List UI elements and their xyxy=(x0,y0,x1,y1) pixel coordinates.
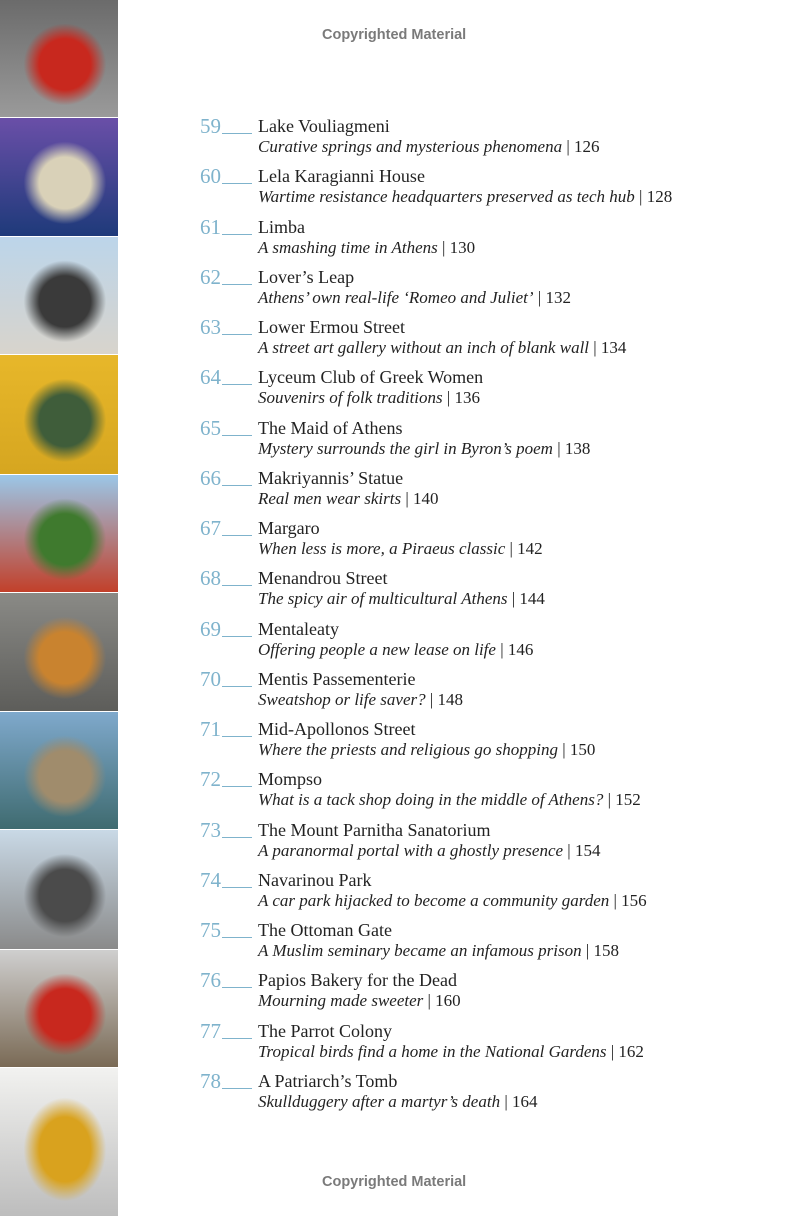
entry-number: 60 xyxy=(200,164,221,189)
entry-title: Menandrou Street xyxy=(258,568,388,589)
entry-number: 72 xyxy=(200,767,221,792)
yellow-shopfront-photo xyxy=(0,355,118,475)
toc-entry xyxy=(200,466,780,516)
entry-page: 158 xyxy=(593,941,620,961)
entry-title: Mentaleaty xyxy=(258,618,339,639)
toc-entry xyxy=(200,617,780,667)
entry-subtitle-line: Where the priests and religious go shopping | 150 xyxy=(258,740,596,760)
watermark-text: Copyrighted Material xyxy=(322,27,467,43)
entry-page: 132 xyxy=(545,287,571,307)
entry-title: A Patriarch’s Tomb xyxy=(258,1070,398,1091)
entry-rule xyxy=(222,686,252,687)
entry-rule xyxy=(222,736,252,737)
entry-title: The Ottoman Gate xyxy=(258,920,392,941)
entry-page: 152 xyxy=(615,790,641,810)
entry-page: 140 xyxy=(412,488,439,508)
entry-page: 136 xyxy=(454,388,481,408)
entry-rule xyxy=(222,887,252,888)
entry-rule xyxy=(222,183,252,184)
entry-rule xyxy=(222,234,252,235)
entry-title: Lela Karagianni House xyxy=(258,166,425,187)
entry-number: 70 xyxy=(200,666,221,691)
toc-entry xyxy=(200,516,780,566)
toc-entry xyxy=(200,818,780,868)
entry-subtitle-line: Tropical birds find a home in the National Gardens | 162 xyxy=(258,1041,644,1061)
entry-title: Lake Vouliagmeni xyxy=(258,116,390,136)
entry-subtitle-line: Real men wear skirts | 140 xyxy=(258,488,439,508)
entry-title: Lover’s Leap xyxy=(258,266,355,287)
entry-title: Lower Ermou Street xyxy=(258,317,405,338)
entry-subtitle-line: Curative springs and mysterious phenomena | 126 xyxy=(258,137,600,156)
entry-subtitle-line: A street art gallery without an inch of blank wall | 134 xyxy=(258,338,627,358)
entry-number: 75 xyxy=(200,918,221,943)
entry-number: 71 xyxy=(200,717,221,742)
entry-number: 73 xyxy=(200,817,221,842)
entry-rule xyxy=(222,1038,252,1039)
entry-title: Papios Bakery for the Dead xyxy=(258,970,457,991)
entry-number: 64 xyxy=(200,365,221,390)
entry-rule xyxy=(222,585,252,586)
entry-subtitle: Wartime resistance headquarters preserved as tech hub xyxy=(258,187,635,207)
entry-title: Navarinou Park xyxy=(258,869,372,890)
entry-title: The Maid of Athens xyxy=(258,417,403,438)
entry-subtitle: When less is more, a Piraeus classic xyxy=(258,539,506,559)
photo-strip xyxy=(0,0,118,1217)
entry-subtitle-line: When less is more, a Piraeus classic | 142 xyxy=(258,539,543,559)
entry-rule xyxy=(222,636,252,637)
entry-subtitle: A car park hijacked to become a community garden xyxy=(258,890,610,910)
garden-photo xyxy=(0,475,118,593)
entry-number: 59 xyxy=(200,114,221,138)
toc-entry xyxy=(200,1069,780,1119)
toc-entry xyxy=(200,968,780,1018)
entry-number: 68 xyxy=(200,566,221,591)
entry-subtitle-line: What is a tack shop doing in the middle of Athens? | 152 xyxy=(258,790,641,810)
entry-rule xyxy=(222,435,252,436)
entry-rule xyxy=(222,987,252,988)
vr-room-photo xyxy=(0,118,118,237)
entry-number: 63 xyxy=(200,315,221,340)
entry-number: 66 xyxy=(200,465,221,490)
red-cars-museum-photo xyxy=(0,0,118,118)
entry-subtitle-line: Athens’ own real-life ‘Romeo and Juliet’ | 132 xyxy=(258,287,571,307)
entry-page: 162 xyxy=(618,1041,644,1061)
entry-subtitle: What is a tack shop doing in the middle of Athens? xyxy=(258,790,604,810)
entry-number: 62 xyxy=(200,264,221,289)
entry-subtitle-line: Mourning made sweeter | 160 xyxy=(258,991,461,1011)
toc-entry xyxy=(200,566,780,616)
entry-subtitle-line: A Muslim seminary became an infamous prison | 158 xyxy=(258,941,620,961)
entry-subtitle: Tropical birds find a home in the National Gardens xyxy=(258,1041,607,1061)
equestrian-statue-photo xyxy=(0,237,118,355)
watermark-text: Copyrighted Material xyxy=(322,1174,467,1190)
entry-rule xyxy=(222,384,252,385)
entry-subtitle: Sweatshop or life saver? xyxy=(258,689,426,709)
statue-bust-photo xyxy=(0,830,118,950)
entry-subtitle-line: Offering people a new lease on life | 146 xyxy=(258,639,534,659)
entry-rule xyxy=(222,786,252,787)
entry-rule xyxy=(222,937,252,938)
entry-title: Limba xyxy=(258,216,305,237)
toc-entry xyxy=(200,215,780,265)
entry-page: 138 xyxy=(564,438,591,458)
entry-page: 154 xyxy=(574,840,601,860)
fryer-photo xyxy=(0,593,118,712)
entry-subtitle: The spicy air of multicultural Athens xyxy=(258,589,508,609)
entry-rule xyxy=(222,535,252,536)
entry-subtitle: Mourning made sweeter xyxy=(258,991,424,1011)
toc-entry xyxy=(200,365,780,415)
entry-rule xyxy=(222,334,252,335)
entry-subtitle-line: A paranormal portal with a ghostly presence | 154 xyxy=(258,840,601,860)
entry-subtitle: A street art gallery without an inch of blank wall xyxy=(258,338,590,358)
toc-entry xyxy=(200,416,780,466)
entry-page: 146 xyxy=(507,639,534,659)
entry-page: 130 xyxy=(449,237,476,257)
entry-title: The Mount Parnitha Sanatorium xyxy=(258,819,491,840)
entry-subtitle: A Muslim seminary became an infamous prison xyxy=(258,941,582,961)
entry-subtitle-line: Skullduggery after a martyr’s death | 164 xyxy=(258,1091,538,1111)
entry-subtitle: Real men wear skirts xyxy=(258,488,402,508)
toc-entry xyxy=(200,918,780,968)
entry-title: Lyceum Club of Greek Women xyxy=(258,367,484,388)
entry-subtitle: A smashing time in Athens xyxy=(258,237,438,257)
entry-page: 148 xyxy=(437,689,464,709)
entry-subtitle-line: A car park hijacked to become a community garden | 156 xyxy=(258,890,647,910)
entry-subtitle: Offering people a new lease on life xyxy=(258,639,496,659)
entry-page: 142 xyxy=(517,539,543,559)
yellow-sign-photo xyxy=(0,1068,118,1217)
entry-subtitle: A paranormal portal with a ghostly presence xyxy=(258,840,564,860)
entry-subtitle-line: Wartime resistance headquarters preserved as tech hub | 128 xyxy=(258,187,673,207)
lake-cliff-photo xyxy=(0,712,118,830)
entry-subtitle: Skullduggery after a martyr’s death xyxy=(258,1091,501,1111)
toc-entry xyxy=(200,868,780,918)
entry-subtitle-line: Mystery surrounds the girl in Byron’s poem | 138 xyxy=(258,438,591,458)
entry-number: 69 xyxy=(200,616,221,641)
entry-subtitle-line: A smashing time in Athens | 130 xyxy=(258,237,476,257)
red-buckets-photo xyxy=(0,950,118,1068)
entry-page: 134 xyxy=(600,338,627,358)
toc-entry xyxy=(200,315,780,365)
toc-entry xyxy=(200,717,780,767)
toc-entry xyxy=(200,265,780,315)
entry-page: 164 xyxy=(511,1091,538,1111)
entry-rule xyxy=(222,837,252,838)
toc-entry xyxy=(200,767,780,817)
entry-page: 150 xyxy=(569,740,596,760)
entry-number: 74 xyxy=(200,867,221,892)
entry-subtitle: Curative springs and mysterious phenomena xyxy=(258,137,563,156)
entry-subtitle: Mystery surrounds the girl in Byron’s poem xyxy=(258,438,553,458)
entry-title: Mentis Passementerie xyxy=(258,668,416,689)
entry-rule xyxy=(222,284,252,285)
toc-entry xyxy=(200,1019,780,1069)
entry-title: Mid-Apollonos Street xyxy=(258,719,416,740)
entry-number: 61 xyxy=(200,214,221,239)
entry-page: 128 xyxy=(646,187,673,207)
entry-number: 65 xyxy=(200,415,221,440)
entry-subtitle: Athens’ own real-life ‘Romeo and Juliet’ xyxy=(258,287,534,307)
entry-page: 144 xyxy=(519,589,545,609)
entry-page: 126 xyxy=(574,137,600,156)
entry-subtitle-line: Sweatshop or life saver? | 148 xyxy=(258,689,464,709)
entry-number: 76 xyxy=(200,968,221,993)
entry-subtitle-line: The spicy air of multicultural Athens | 144 xyxy=(258,589,545,609)
entry-title: Mompso xyxy=(258,769,323,790)
toc-entry xyxy=(200,667,780,717)
entry-rule xyxy=(222,485,252,486)
entry-number: 77 xyxy=(200,1018,221,1043)
entry-page: 156 xyxy=(621,890,647,910)
entry-title: The Parrot Colony xyxy=(258,1020,392,1041)
toc-entry xyxy=(200,164,780,214)
entry-rule xyxy=(222,133,252,134)
toc-entry xyxy=(200,114,780,164)
entry-title: Margaro xyxy=(258,518,320,539)
entry-subtitle: Where the priests and religious go shopping xyxy=(258,740,558,760)
entry-rule xyxy=(222,1088,252,1089)
entry-number: 67 xyxy=(200,516,221,541)
entry-subtitle-line: Souvenirs of folk traditions | 136 xyxy=(258,388,481,408)
entry-page: 160 xyxy=(435,991,461,1011)
entry-number: 78 xyxy=(200,1068,221,1093)
entry-subtitle: Souvenirs of folk traditions xyxy=(258,388,443,408)
entry-title: Makriyannis’ Statue xyxy=(258,467,404,488)
